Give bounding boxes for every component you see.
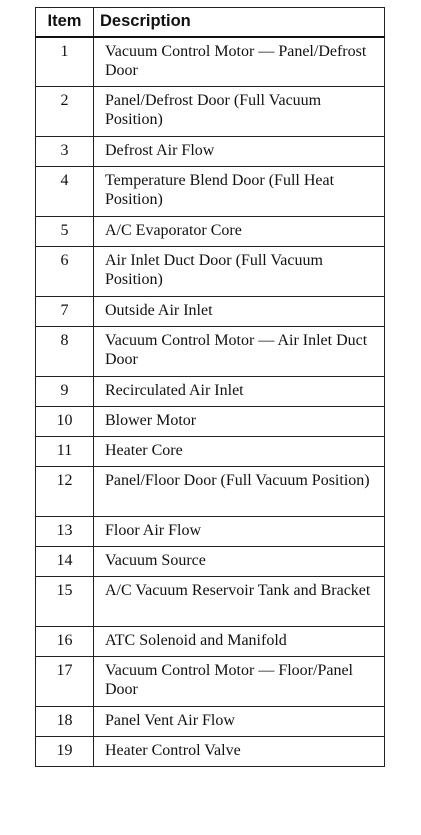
table-row	[36, 577, 385, 627]
item-number: 12	[36, 467, 94, 517]
table-row	[36, 407, 385, 437]
item-number: 10	[36, 407, 94, 437]
table-row	[36, 327, 385, 377]
table-row	[36, 87, 385, 137]
legend-table	[35, 7, 385, 767]
table-row	[36, 297, 385, 327]
item-description: Recirculated Air Inlet	[94, 377, 385, 407]
item-description: Defrost Air Flow	[94, 137, 385, 167]
item-description: A/C Evaporator Core	[94, 217, 385, 247]
item-description: Floor Air Flow	[94, 517, 385, 547]
item-description: Heater Core	[94, 437, 385, 467]
item-column-header: Item	[36, 8, 94, 37]
item-number: 11	[36, 437, 94, 467]
table-row	[36, 37, 385, 87]
table-row	[36, 657, 385, 707]
item-number: 3	[36, 137, 94, 167]
table-row	[36, 377, 385, 407]
table-row	[36, 167, 385, 217]
item-number: 16	[36, 627, 94, 657]
item-description: A/C Vacuum Reservoir Tank and Bracket	[94, 577, 385, 627]
item-number: 9	[36, 377, 94, 407]
item-description: Vacuum Source	[94, 547, 385, 577]
item-description: Vacuum Control Motor — Panel/Defrost Door	[94, 37, 385, 87]
table-row	[36, 437, 385, 467]
item-description: ATC Solenoid and Manifold	[94, 627, 385, 657]
table-row	[36, 247, 385, 297]
item-number: 14	[36, 547, 94, 577]
item-number: 15	[36, 577, 94, 627]
item-description: Vacuum Control Motor — Floor/Panel Door	[94, 657, 385, 707]
item-number: 8	[36, 327, 94, 377]
item-description: Heater Control Valve	[94, 737, 385, 767]
header-row	[36, 8, 385, 37]
item-description: Outside Air Inlet	[94, 297, 385, 327]
table-row	[36, 467, 385, 517]
item-description: Vacuum Control Motor — Air Inlet Duct Door	[94, 327, 385, 377]
item-number: 19	[36, 737, 94, 767]
item-number: 1	[36, 37, 94, 87]
item-number: 2	[36, 87, 94, 137]
table-row	[36, 547, 385, 577]
item-number: 4	[36, 167, 94, 217]
item-description: Blower Motor	[94, 407, 385, 437]
table-row	[36, 627, 385, 657]
item-number: 18	[36, 707, 94, 737]
table-row	[36, 517, 385, 547]
table-row	[36, 707, 385, 737]
table-row	[36, 217, 385, 247]
item-number: 6	[36, 247, 94, 297]
description-column-header: Description	[94, 8, 385, 37]
item-description: Panel Vent Air Flow	[94, 707, 385, 737]
item-number: 7	[36, 297, 94, 327]
table-row	[36, 737, 385, 767]
item-description: Panel/Floor Door (Full Vacuum Position)	[94, 467, 385, 517]
table-row	[36, 137, 385, 167]
item-number: 17	[36, 657, 94, 707]
item-description: Temperature Blend Door (Full Heat Position)	[94, 167, 385, 217]
item-number: 13	[36, 517, 94, 547]
item-description: Air Inlet Duct Door (Full Vacuum Position)	[94, 247, 385, 297]
item-number: 5	[36, 217, 94, 247]
item-description: Panel/Defrost Door (Full Vacuum Position)	[94, 87, 385, 137]
